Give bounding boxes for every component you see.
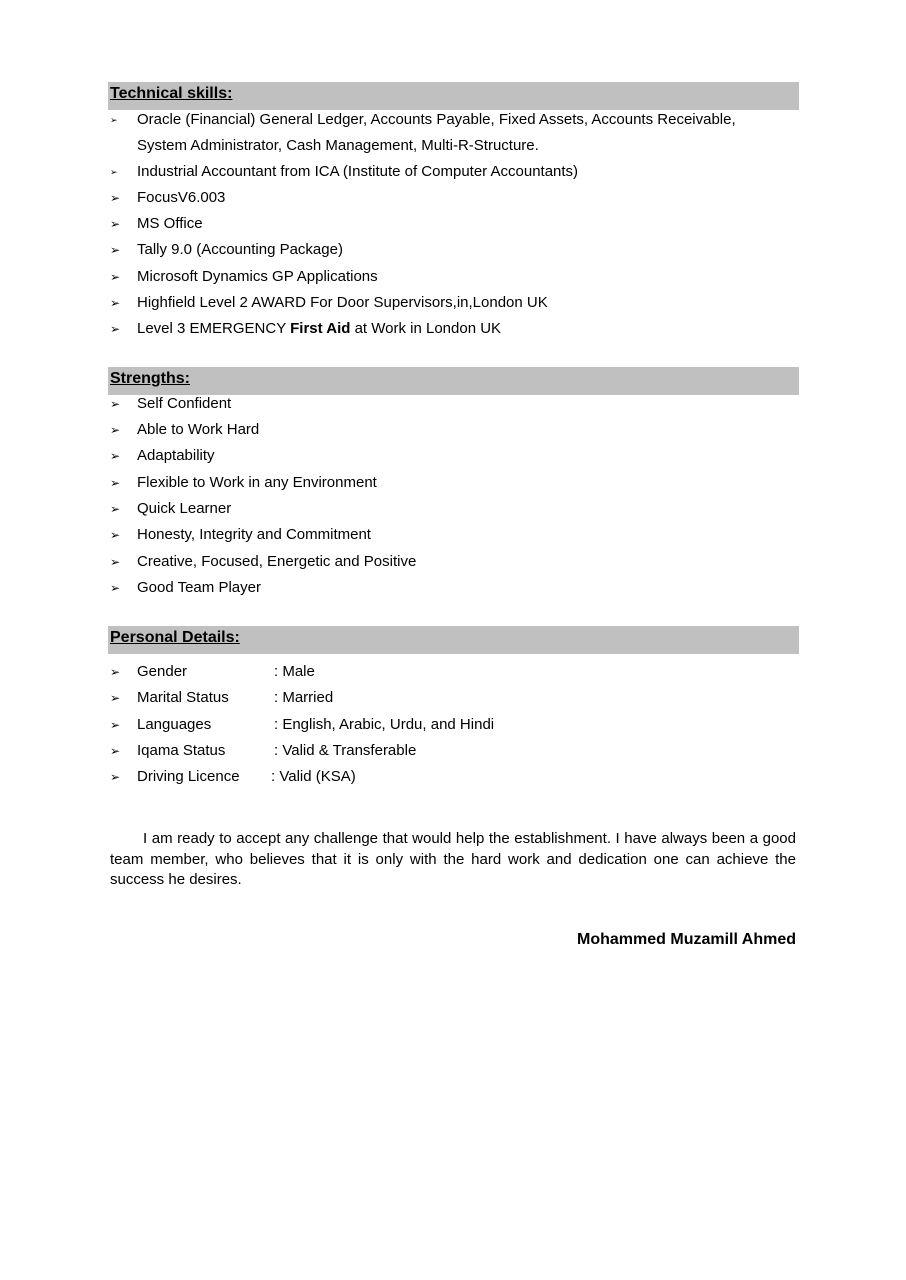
skill-text-part: Level 3 EMERGENCY — [137, 320, 291, 337]
arrow-bullet-icon: ➢ — [110, 476, 121, 490]
skill-text-bold: First Aid — [290, 320, 351, 337]
technical-skill-continuation: System Administrator, Cash Management, Multi-R-Structure. — [137, 137, 539, 154]
technical-skill-text: Tally 9.0 (Accounting Package) — [137, 241, 343, 258]
arrow-bullet-icon: ➢ — [110, 770, 121, 784]
personal-detail-label: Languages — [137, 716, 212, 733]
arrow-bullet-icon: ➢ — [110, 191, 121, 205]
closing-paragraph: I am ready to accept any challenge that would help the establishment. I have always been a good team member, who believes that it is only with the hard work and dedication one can achieve the success he desires. — [110, 830, 796, 888]
arrow-bullet-icon: ➢ — [110, 322, 121, 336]
strengths-heading: Strengths: — [110, 370, 190, 387]
arrow-bullet-icon: ➢ — [110, 423, 121, 437]
personal-detail-label: Driving Licence — [137, 768, 240, 785]
technical-skill-text: FocusV6.003 — [137, 189, 226, 206]
strength-text: Honesty, Integrity and Commitment — [137, 526, 371, 543]
arrow-bullet-icon: ➢ — [110, 744, 121, 758]
arrow-bullet-icon: ➢ — [110, 528, 121, 542]
technical-skill-text: Microsoft Dynamics GP Applications — [137, 268, 378, 285]
personal-detail-value: : English, Arabic, Urdu, and Hindi — [274, 716, 495, 733]
personal-detail-label: Gender — [137, 663, 188, 680]
personal-detail-value: : Valid (KSA) — [271, 768, 356, 785]
arrow-bullet-icon: ➢ — [110, 115, 118, 125]
arrow-bullet-icon: ➢ — [110, 581, 121, 595]
strengths-header — [108, 367, 799, 395]
technical-skills-header — [108, 82, 799, 110]
arrow-bullet-icon: ➢ — [110, 718, 121, 732]
arrow-bullet-icon: ➢ — [110, 691, 121, 705]
strength-text: Able to Work Hard — [137, 421, 260, 438]
arrow-bullet-icon: ➢ — [110, 167, 118, 177]
signature-name: Mohammed Muzamill Ahmed — [577, 931, 796, 948]
arrow-bullet-icon: ➢ — [110, 449, 121, 463]
personal-detail-value: : Valid & Transferable — [274, 742, 417, 759]
technical-skill-text: MS Office — [137, 215, 203, 232]
personal-details-header — [108, 626, 799, 654]
strength-text: Flexible to Work in any Environment — [137, 474, 377, 491]
technical-skill-text: Oracle (Financial) General Ledger, Accounts Payable, Fixed Assets, Accounts Receivable, — [137, 111, 736, 128]
arrow-bullet-icon: ➢ — [110, 217, 121, 231]
arrow-bullet-icon: ➢ — [110, 296, 121, 310]
strength-text: Adaptability — [137, 447, 215, 464]
strength-text: Quick Learner — [137, 500, 232, 517]
technical-skill-text: Highfield Level 2 AWARD For Door Supervisors,in,London UK — [137, 294, 548, 311]
arrow-bullet-icon: ➢ — [110, 397, 121, 411]
strength-text: Creative, Focused, Energetic and Positive — [137, 553, 417, 570]
technical-skill-text — [137, 319, 501, 339]
personal-detail-value: : Married — [274, 689, 334, 706]
strength-text: Self Confident — [137, 395, 232, 412]
arrow-bullet-icon: ➢ — [110, 665, 121, 679]
personal-detail-value: : Male — [274, 663, 315, 680]
technical-skills-heading: Technical skills: — [110, 85, 233, 102]
technical-skill-text: Industrial Accountant from ICA (Institute of Computer Accountants) — [137, 163, 579, 180]
personal-detail-label: Marital Status — [137, 689, 229, 706]
arrow-bullet-icon: ➢ — [110, 243, 121, 257]
strength-text: Good Team Player — [137, 579, 261, 596]
arrow-bullet-icon: ➢ — [110, 270, 121, 284]
personal-detail-label: Iqama Status — [137, 742, 226, 759]
skill-text-part: at Work in London UK — [350, 320, 502, 337]
arrow-bullet-icon: ➢ — [110, 555, 121, 569]
personal-details-heading: Personal Details: — [110, 629, 240, 646]
arrow-bullet-icon: ➢ — [110, 502, 121, 516]
